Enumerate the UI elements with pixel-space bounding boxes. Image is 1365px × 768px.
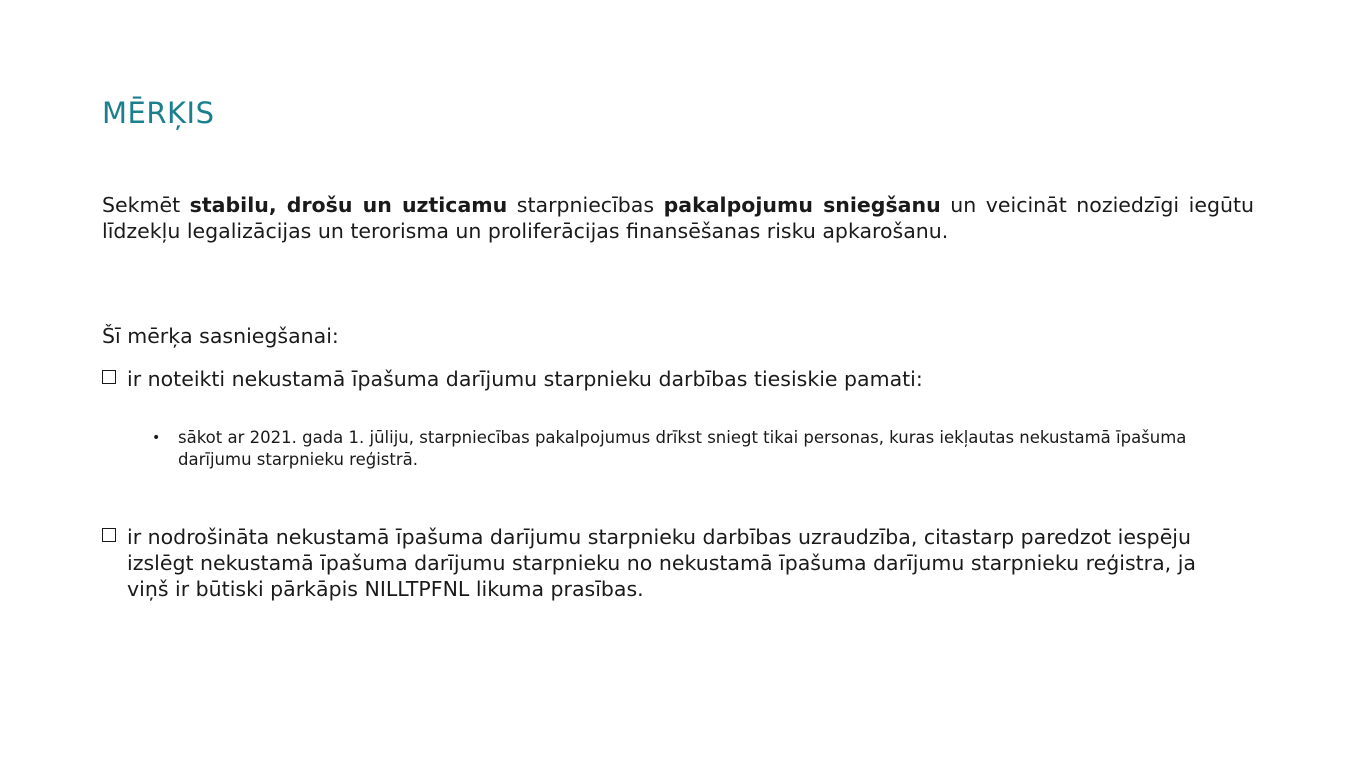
intro-text-1: Sekmēt <box>102 193 190 217</box>
subhead: Šī mērķa sasniegšanai: <box>102 324 339 348</box>
shadowed-square-bullet-icon <box>102 528 118 544</box>
sub-bullet-item-1 <box>152 427 1212 471</box>
bullet-item-1 <box>102 366 1222 392</box>
shadowed-square-bullet-icon <box>102 370 118 386</box>
intro-text-2: starpniecības <box>507 193 664 217</box>
bullet-text-1: ir noteikti nekustamā īpašuma darījumu starpnieku darbības tiesiskie pamati: <box>127 367 923 391</box>
intro-bold-1: stabilu, drošu un uzticamu <box>189 193 508 217</box>
intro-paragraph <box>102 192 1254 244</box>
intro-text-3: un veicināt noziedzīgi iegūtu līdzekļu legalizācijas un terorisma un proliferācijas finansēšanas risku apkarošanu. <box>102 193 1254 243</box>
bullet-text-2: ir nodrošināta nekustamā īpašuma darījumu starpnieku darbības uzraudzība, citastarp paredzot iespēju izslēgt nekustamā īpašuma darījumu starpnieku no nekustamā īpašuma darījumu starpnieku reģistra, ja viņš ir būtiski pārkāpis NILLTPFNL likuma prasības. <box>127 525 1196 601</box>
sub-bullet-dot: • <box>152 430 161 446</box>
intro-bold-2: pakalpojumu sniegšanu <box>663 193 941 217</box>
bullet-item-2 <box>102 524 1222 602</box>
sub-bullet-text-1: sākot ar 2021. gada 1. jūliju, starpniecības pakalpojumus drīkst sniegt tikai personas, kuras iekļautas nekustamā īpašuma darījumu starpnieku reģistrā. <box>178 428 1187 469</box>
slide-title: MĒRĶIS <box>102 96 215 130</box>
